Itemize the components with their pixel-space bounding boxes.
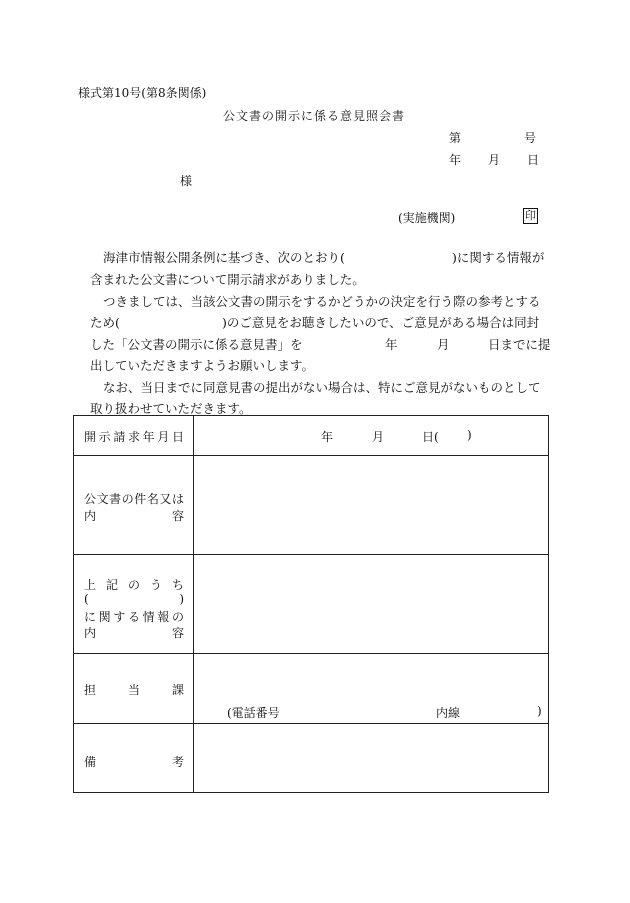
doc-number-suffix: 号 xyxy=(524,131,537,145)
document-name-label-1: 公文書の件名又は xyxy=(84,492,184,506)
body-line-6-text: 出していただきますようお願いします。 xyxy=(90,358,315,373)
request-date-value-cell[interactable] xyxy=(194,416,548,455)
body-line-3-text: つきましては、当該公文書の開示をするかどうかの決定を行う際の参考とする xyxy=(103,294,541,309)
form-number: 様式第10号(第8条関係) xyxy=(78,86,207,100)
extension-label: 内線 xyxy=(436,706,461,720)
body-line-4-b: )のご意見をお聴きしたいので、ご意見がある場合は同封 xyxy=(222,315,540,330)
document-name-label-2b: 容 xyxy=(171,509,184,523)
info-label-3: に関する情報の xyxy=(84,610,184,624)
document-name-label-cell xyxy=(74,456,194,554)
row-section xyxy=(74,654,548,724)
body-line-7 xyxy=(0,378,630,398)
row-info-contents xyxy=(74,555,548,654)
request-date-year: 年 xyxy=(321,430,334,444)
agency-label: (実施機関) xyxy=(398,211,456,225)
info-label-4a: 内 xyxy=(84,626,97,640)
request-date-month: 月 xyxy=(372,430,385,444)
body-line-7-text: なお、当日までに同意見書の提出がない場合は、特にご意見がないものとして xyxy=(103,380,541,395)
body-line-4-a: ため( xyxy=(90,315,120,330)
inquiry-table xyxy=(73,415,549,793)
date-month: 月 xyxy=(488,153,501,167)
body-line-5 xyxy=(0,335,630,355)
body-line-4 xyxy=(0,313,630,333)
date-year: 年 xyxy=(449,153,462,167)
row-remarks xyxy=(74,724,548,792)
date-day: 日 xyxy=(527,153,540,167)
request-date-day: 日( xyxy=(422,430,439,444)
document-title: 公文書の開示に係る意見照会書 xyxy=(223,109,406,123)
remarks-label: 備考 xyxy=(84,755,184,769)
info-label-2a: ( xyxy=(84,592,89,606)
remarks-value-cell[interactable] xyxy=(194,724,548,792)
addressee-honorific: 様 xyxy=(180,174,193,188)
request-date-close: ) xyxy=(467,428,472,442)
seal-mark: 印 xyxy=(525,209,536,222)
body-line-1-b: )に関する情報が xyxy=(452,250,545,265)
row-document-name xyxy=(74,456,548,555)
info-value-cell[interactable] xyxy=(194,555,548,653)
request-date-label: 開示請求年月日 xyxy=(84,430,184,444)
info-label-2b: ) xyxy=(179,592,184,606)
section-value-cell[interactable] xyxy=(194,654,548,723)
info-label-cell xyxy=(74,555,194,653)
request-date-label-cell xyxy=(74,416,194,455)
body-line-6 xyxy=(0,356,630,376)
body-line-8-text: 取り扱わせていただきます。 xyxy=(90,401,252,416)
body-line-3 xyxy=(0,292,630,312)
body-line-5-a: した「公文書の開示に係る意見書」を xyxy=(90,337,303,352)
info-label-4b: 容 xyxy=(171,626,184,640)
document-name-label-2a: 内 xyxy=(84,509,97,523)
phone-label: (電話番号 xyxy=(227,706,280,720)
body-line-1-a: 海津市情報公開条例に基づき、次のとおり( xyxy=(103,250,345,265)
body-line-5-month: 月 xyxy=(437,337,450,352)
doc-number-prefix: 第 xyxy=(449,131,462,145)
row-request-date xyxy=(74,416,548,456)
body-line-1 xyxy=(0,248,630,268)
section-label-cell xyxy=(74,654,194,723)
body-line-5-day: 日までに提 xyxy=(488,337,551,352)
info-label-1: 上記のうち xyxy=(84,578,184,592)
body-line-2-text: 含まれた公文書について開示請求がありました。 xyxy=(90,272,365,287)
remarks-label-cell xyxy=(74,724,194,792)
body-line-2 xyxy=(0,270,630,290)
phone-close: ) xyxy=(537,704,542,718)
body-line-5-year: 年 xyxy=(385,337,398,352)
document-name-value-cell[interactable] xyxy=(194,456,548,554)
section-label: 担当課 xyxy=(84,683,184,697)
